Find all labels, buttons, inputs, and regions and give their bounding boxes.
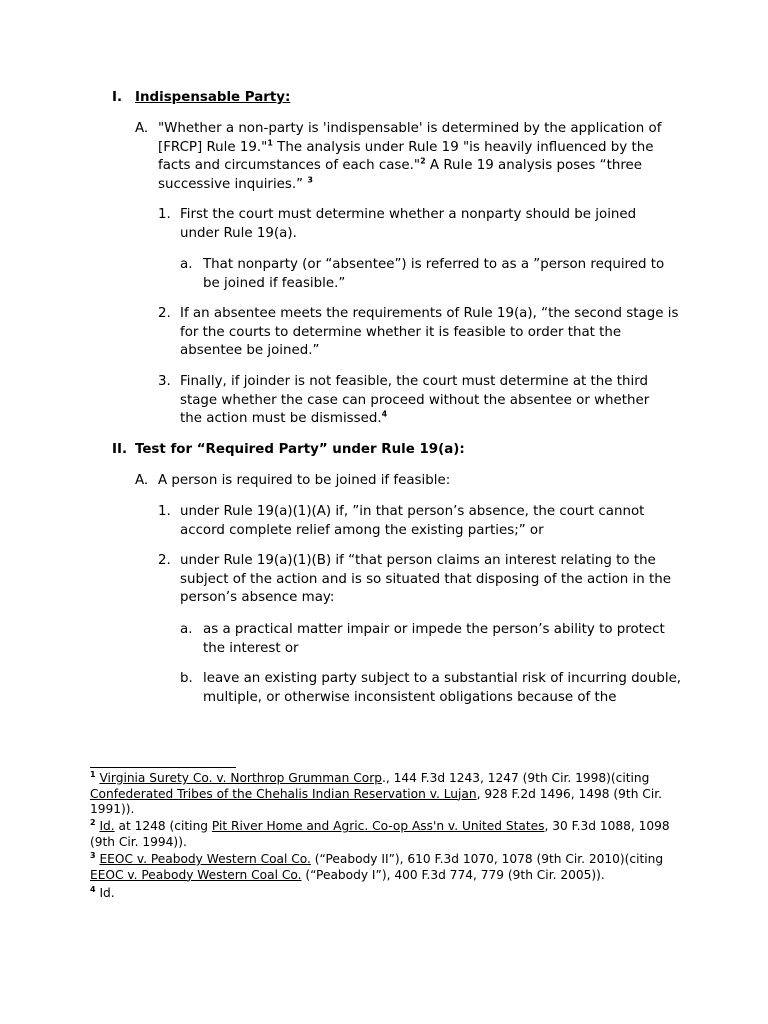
section-1-subitem-a-marker: a. xyxy=(180,257,193,272)
footnote-1-case-2: Confederated Tribes of the Chehalis Indian Reservation v. Lujan xyxy=(90,786,477,801)
section-1-item-2-text: If an absentee meets the requirements of Rule 19(a), “the second stage is for the courts to determine whether it is feasible to order that the absentee be joined.” xyxy=(180,306,679,358)
section-1-item-3-marker: 3. xyxy=(158,374,171,389)
section-1-title: Indispensable Party: xyxy=(135,90,291,105)
section-2-item-1-text: under Rule 19(a)(1)(A) if, ”in that person’s absence, the court cannot accord complete relief among the existing parties;” or xyxy=(180,504,645,538)
footnote-2-text-2: , 30 F.3d 1088, 1098 (9th Cir. 1994)). xyxy=(90,819,670,849)
footnote-separator xyxy=(90,767,236,768)
section-2-marker: II. xyxy=(112,442,128,457)
section-1-item-2 xyxy=(158,305,680,361)
section-2-subitem-b-marker: b. xyxy=(180,671,193,686)
footnote-3 xyxy=(90,852,690,883)
section-2-subitem-a xyxy=(180,621,679,658)
section-1-a-text-3: A Rule 19 analysis poses “three successive inquiries.” xyxy=(158,158,643,192)
section-1-a-quote-1: "Whether a non-party is 'indispensable' is determined by the application of [FRCP] Rule 19." xyxy=(158,121,662,155)
section-2-item-1-marker: 1. xyxy=(158,504,171,519)
footnote-ref-4[interactable]: 4 xyxy=(381,409,388,419)
section-2-a-item xyxy=(135,472,674,491)
section-1-item-1-marker: 1. xyxy=(158,207,171,222)
section-2-item-2-text: under Rule 19(a)(1)(B) if “that person claims an interest relating to the subject of the action and is so situated that disposing of the action in the person’s absence may: xyxy=(180,553,671,605)
section-2-subitem-a-marker: a. xyxy=(180,622,193,637)
footnote-1-text-1: ., 144 F.3d 1243, 1247 (9th Cir. 1998)(citing xyxy=(381,771,650,785)
footnote-2 xyxy=(90,819,690,850)
section-2-item-2 xyxy=(158,552,680,608)
footnote-ref-1[interactable]: 1 xyxy=(267,138,273,148)
footnote-2-text-1: at 1248 (citing xyxy=(114,819,212,833)
footnote-4-number: 4 xyxy=(90,884,96,894)
section-1-marker: I. xyxy=(112,90,123,105)
section-2-subitem-b xyxy=(180,670,683,707)
footnote-3-text-1: (“Peabody II”), 610 F.3d 1070, 1078 (9th Cir. 2010)(citing xyxy=(310,852,664,866)
section-2-subitem-a-text: as a practical matter impair or impede the person’s ability to protect the interest or xyxy=(203,622,665,656)
section-2-item-1 xyxy=(158,503,660,540)
section-1-item-1 xyxy=(158,206,662,243)
footnote-2-case-2: Pit River Home and Agric. Co-op Ass'n v. United States xyxy=(211,819,545,833)
footnote-ref-3[interactable]: 3 xyxy=(307,175,313,185)
section-1-item-3 xyxy=(158,373,672,429)
footnote-1-text-2: , 928 F.2d 1496, 1498 (9th Cir. 1991)). xyxy=(90,786,662,816)
footnote-2-case-1: Id. xyxy=(99,819,115,833)
footnote-3-text-2: (“Peabody I”), 400 F.3d 774, 779 (9th Cir. 2005)). xyxy=(301,867,605,882)
footnote-4-text: Id. xyxy=(99,886,115,900)
footnote-ref-2[interactable]: 2 xyxy=(420,156,426,166)
section-1-item-3-text: Finally, if joinder is not feasible, the court must determine at the third stage whether the case can proceed without the absentee or whether the action must be dismissed. xyxy=(180,374,650,426)
section-2-subitem-b-text: leave an existing party subject to a substantial risk of incurring double, multiple, or otherwise inconsistent obligations because of the xyxy=(203,671,682,705)
section-2-item-2-marker: 2. xyxy=(158,553,171,568)
footnote-2-number: 2 xyxy=(90,817,96,827)
footnote-1-case-1: Virginia Surety Co. v. Northrop Grumman Corp xyxy=(99,771,382,785)
footnote-3-case-2: EEOC v. Peabody Western Coal Co. xyxy=(90,867,302,882)
section-1-subitem-a-text: That nonparty (or “absentee”) is referred to as a ”person required to be joined if feasible.” xyxy=(203,257,665,291)
section-1-item-1-text: First the court must determine whether a nonparty should be joined under Rule 19(a). xyxy=(180,207,637,241)
footnote-1 xyxy=(90,771,690,818)
section-1-subitem-a xyxy=(180,256,683,293)
footnote-4 xyxy=(90,886,690,902)
section-2-title: Test for “Required Party” under Rule 19(a): xyxy=(135,442,465,457)
section-2-a-text: A person is required to be joined if feasible: xyxy=(158,473,451,488)
section-1-a-quote-2: The analysis under Rule 19 "is heavily influenced by the facts and circumstances of each case." xyxy=(158,139,654,173)
section-2-a-marker: A. xyxy=(135,473,149,488)
footnote-3-case-1: EEOC v. Peabody Western Coal Co. xyxy=(99,852,311,866)
footnote-1-number: 1 xyxy=(90,769,96,779)
section-1-a-marker: A. xyxy=(135,121,149,136)
footnote-3-number: 3 xyxy=(90,850,96,860)
section-1-a-item xyxy=(135,120,674,194)
section-2-heading xyxy=(112,441,712,460)
section-1-item-2-marker: 2. xyxy=(158,306,171,321)
section-1-heading xyxy=(112,89,712,108)
